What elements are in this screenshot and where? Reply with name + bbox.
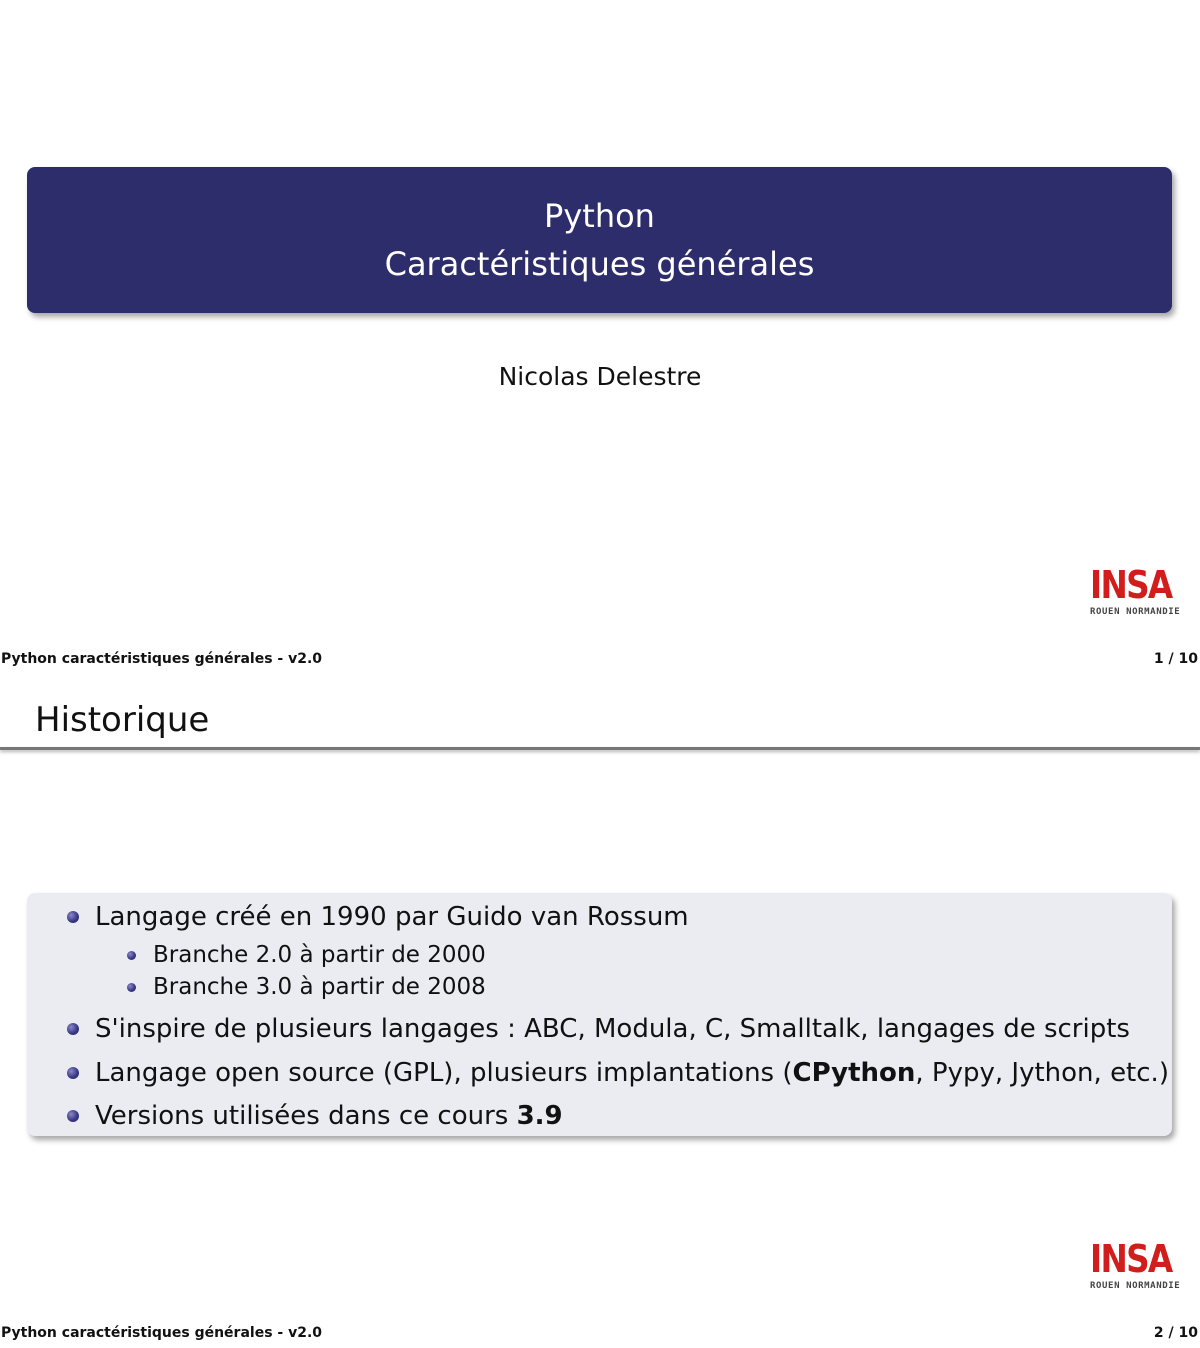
bullet-icon (127, 983, 136, 992)
footer-title: Python caractéristiques générales - v2.0 (1, 1325, 323, 1341)
frame-title: Historique (35, 700, 210, 740)
list-item-text: Langage créé en 1990 par Guido van Rossum (95, 902, 689, 932)
list-item (95, 1014, 1130, 1044)
title-rule (0, 747, 1200, 750)
insa-logo-main: INSA (1090, 1237, 1172, 1281)
list-item-text: Versions utilisées dans ce cours (95, 1101, 517, 1131)
insa-logo (1090, 563, 1182, 618)
list-item-text: , Pypy, Jython, etc.) (915, 1058, 1169, 1088)
list-item (95, 902, 689, 932)
presentation-title: Python (544, 197, 655, 235)
footer-title: Python caractéristiques générales - v2.0 (1, 651, 323, 667)
bullet-icon (67, 911, 79, 923)
insa-logo-sub: ROUEN NORMANDIE (1090, 1281, 1181, 1291)
bullet-icon (67, 1023, 79, 1035)
sub-list-item (153, 974, 486, 1000)
slide-2 (0, 674, 1200, 1348)
page-number: 1 / 10 (1153, 651, 1198, 667)
insa-logo-main: INSA (1090, 563, 1172, 607)
list-item-text: Branche 3.0 à partir de 2008 (153, 974, 486, 1000)
bullet-icon (67, 1067, 79, 1079)
content-block (27, 893, 1172, 1136)
bullet-icon (67, 1110, 79, 1122)
list-item-text: S'inspire de plusieurs langages : ABC, Modula, C, Smalltalk, langages de scripts (95, 1014, 1130, 1044)
list-item (95, 1101, 563, 1131)
author-name: Nicolas Delestre (498, 362, 702, 391)
list-item-text: Langage open source (GPL), plusieurs implantations ( (95, 1058, 793, 1088)
presentation-subtitle: Caractéristiques générales (384, 245, 815, 283)
list-item (95, 1058, 1169, 1088)
sub-list-item (153, 942, 486, 968)
list-item-text: Branche 2.0 à partir de 2000 (153, 942, 486, 968)
title-block (27, 167, 1172, 313)
list-item-bold: 3.9 (516, 1101, 563, 1131)
bullet-icon (127, 951, 136, 960)
list-item-bold: CPython (792, 1058, 916, 1088)
insa-logo-sub: ROUEN NORMANDIE (1090, 607, 1181, 617)
page-number: 2 / 10 (1153, 1325, 1198, 1341)
insa-logo (1090, 1237, 1182, 1292)
